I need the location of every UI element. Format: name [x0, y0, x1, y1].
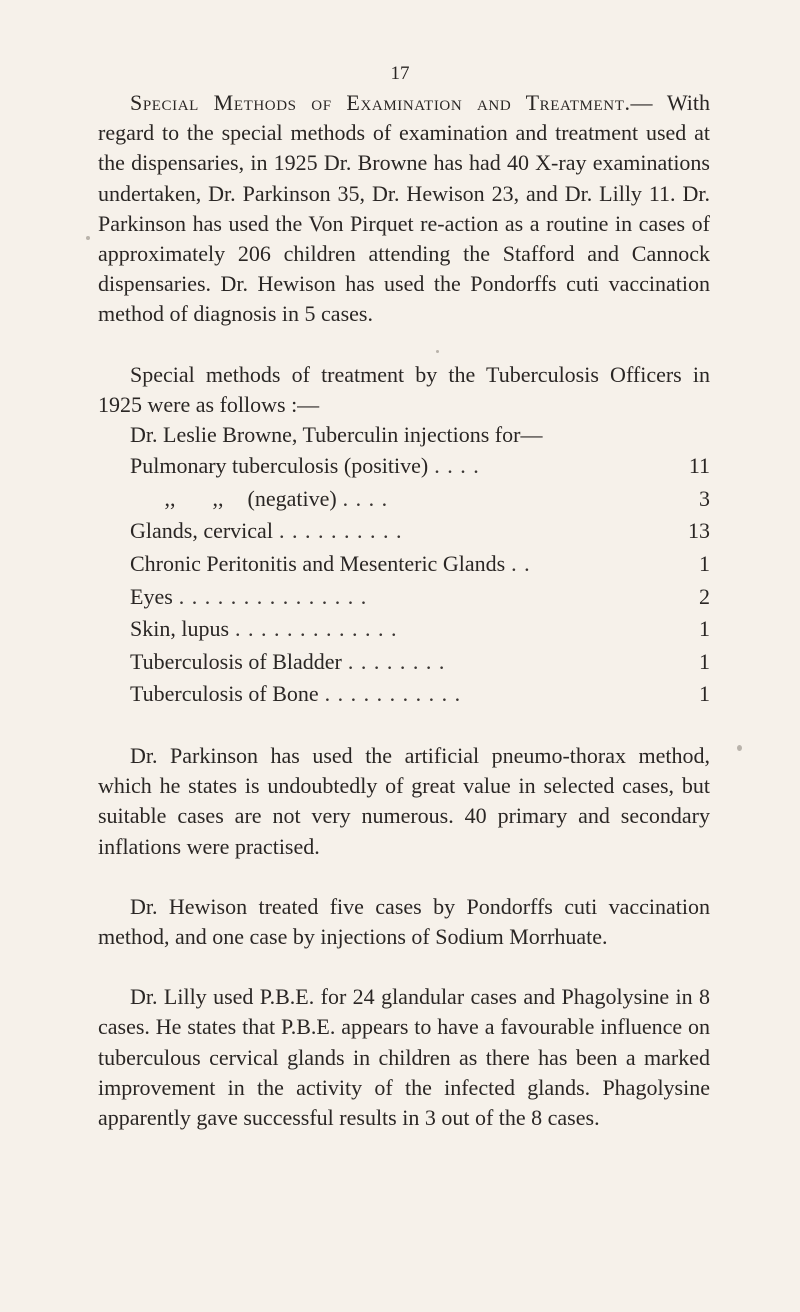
- leader-dots: . . . . . . . .: [347, 648, 446, 674]
- ditto-mark: ,,: [212, 485, 224, 511]
- parkinson-paragraph: Dr. Parkinson has used the artificial pneumo-thorax method, which he states is undoubtedly of great value in selected cases, but suitable cases are not very numerous. 40 primary and secondary inflations were practised.: [98, 742, 710, 859]
- table-row: [130, 613, 710, 646]
- page-number: 17: [390, 63, 410, 84]
- paper-speck: [436, 350, 439, 353]
- row-label: Skin, lupus: [130, 616, 230, 642]
- row-label: Glands, cervical: [130, 518, 273, 544]
- row-label: Tuberculosis of Bladder: [130, 648, 342, 674]
- tuberculin-table: [98, 450, 710, 711]
- leader-dots: . . . . . . . . . .: [278, 518, 403, 544]
- row-value: 1: [699, 551, 710, 577]
- table-row: [130, 450, 710, 483]
- row-value: 1: [699, 616, 710, 642]
- row-value: 2: [699, 583, 710, 609]
- row-value: 3: [699, 485, 710, 511]
- table-row: [130, 581, 710, 614]
- table-row: [130, 646, 710, 679]
- table-row: [130, 678, 710, 711]
- hewison-paragraph: Dr. Hewison treated five cases by Pondorffs cuti vaccination method, and one case by injections of Sodium Morrhuate.: [98, 893, 710, 949]
- row-label-text: (negative): [247, 485, 337, 511]
- row-value: 1: [699, 681, 710, 707]
- table-row: [130, 483, 710, 516]
- treatment-intro-paragraph: Special methods of treatment by the Tuberculosis Officers in 1925 were as follows :—: [98, 361, 710, 417]
- page-body: [98, 88, 710, 1133]
- row-value: 1: [699, 648, 710, 674]
- leader-dots: . . . .: [342, 485, 389, 511]
- special-methods-paragraph: [98, 88, 710, 330]
- row-label: Eyes: [130, 583, 173, 609]
- browne-heading: Dr. Leslie Browne, Tuberculin injections for—: [130, 422, 543, 448]
- row-value: 13: [688, 518, 710, 544]
- section-heading: Special Methods of Examination and Treatment.—: [130, 90, 654, 115]
- row-label: Pulmonary tuberculosis (positive): [130, 453, 429, 479]
- leader-dots: . . . . . . . . . . .: [324, 681, 462, 707]
- paper-speck: [86, 236, 90, 240]
- special-methods-text: With regard to the special methods of examination and treatment used at the dispensaries, in 1925 Dr. Browne has had 40 X-ray examinations undertaken, Dr. Parkinson 35, Dr. Hewison 23, and Dr. Lilly 11. Dr. Parkinson has used the Von Pirquet re-action as a routine in cases of approximately 206 children attending the Stafford and Cannock dispensaries. Dr. Hewison has used the Pondorffs cuti vaccination method of diagnosis in 5 cases.: [98, 90, 710, 327]
- leader-dots: . . . . . . . . . . . . . . .: [178, 583, 368, 609]
- table-row: [130, 515, 710, 548]
- paper-speck: [737, 745, 742, 751]
- ditto-mark: ,,: [164, 485, 176, 511]
- row-label: [130, 483, 337, 516]
- leader-dots: . . . . . . . . . . . . .: [235, 616, 398, 642]
- leader-dots: . .: [511, 551, 531, 577]
- row-value: 11: [688, 453, 710, 479]
- row-label: Tuberculosis of Bone: [130, 681, 319, 707]
- row-label: Chronic Peritonitis and Mesenteric Glands: [130, 551, 506, 577]
- lilly-paragraph: Dr. Lilly used P.B.E. for 24 glandular cases and Phagolysine in 8 cases. He states that P.B.E. appears to have a favourable influence on tuberculous cervical glands in children as there has been a marked improvement in the activity of the infected glands. Phagolysine apparently gave successful results in 3 out of the 8 cases.: [98, 984, 710, 1131]
- table-row: [130, 548, 710, 581]
- leader-dots: . . . .: [434, 453, 480, 479]
